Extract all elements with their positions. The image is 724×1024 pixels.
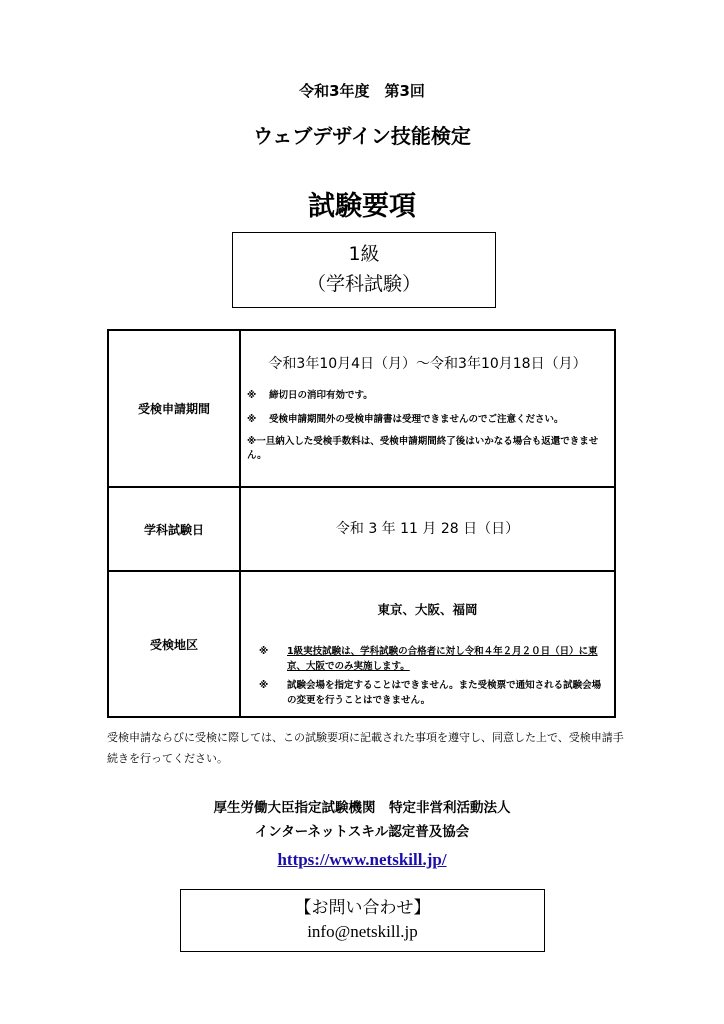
info-table: [107, 329, 616, 718]
application-note-1: [247, 389, 373, 403]
venue-note-2: [259, 678, 609, 708]
note-mark: ※: [259, 680, 269, 691]
venue-label: 受検地区: [109, 572, 241, 716]
contact-title: 【お問い合わせ】: [294, 898, 431, 917]
organization-name: インターネットスキル認定普及協会: [254, 824, 470, 840]
note-mark: ※: [259, 646, 269, 657]
exam-date-label: 学科試験日: [109, 488, 241, 570]
table-row-exam-date: [109, 488, 614, 572]
note-text: 1級実技試験は、学科試験の合格者に対し令和４年２月２０日（日）に東京、大阪でのみ実施します。: [287, 646, 598, 672]
exam-date-cell: [241, 488, 614, 570]
venue-note-1: [259, 644, 609, 674]
note-text: 締切日の消印有効です。: [269, 390, 373, 401]
application-note-2: [247, 413, 564, 427]
note-text: 受検申請期間外の受検申請書は受理できませんのでご注意ください。: [269, 414, 564, 425]
note-mark: ※: [247, 414, 257, 425]
application-period-label: 受検申請期間: [109, 331, 241, 486]
exam-name-title: ウェブデザイン技能検定: [253, 124, 471, 148]
note-text: 一旦納入した受検手数料は、受検申請期間終了後はいかなる場合も返還できません。: [247, 436, 599, 461]
contact-box: [180, 889, 545, 952]
application-period-cell: [241, 331, 614, 486]
exam-date-value: 令和 3 年 11 月 28 日（日）: [335, 521, 520, 537]
note-mark: ※: [247, 390, 257, 401]
note-mark: ※: [247, 436, 257, 447]
organization-line-1: 厚生労働大臣指定試験機関 特定非営利活動法人: [213, 800, 511, 816]
venue-cell: [241, 572, 614, 716]
grade-label: 1級: [348, 243, 380, 265]
application-period-value: 令和3年10月4日（月）～令和3年10月18日（月）: [268, 356, 587, 372]
grade-box: [232, 232, 496, 308]
table-row-application: [109, 331, 614, 488]
note-text: 試験会場を指定することはできません。また受検票で通知される試験会場の変更を行うことはできません。: [287, 680, 602, 706]
header-year-round: 令和3年度 第3回: [299, 82, 425, 100]
venue-cities: 東京、大阪、福岡: [377, 602, 478, 617]
table-row-venue: [109, 572, 614, 716]
exam-type-label: （学科試験）: [306, 273, 421, 295]
contact-email[interactable]: info@netskill.jp: [307, 922, 418, 941]
agreement-text: 受検申請ならびに受検に際しては、この試験要項に記載された事項を遵守し、同意した上で、受検申請手続きを行ってください。: [107, 731, 624, 765]
website-link-row: [0, 850, 724, 870]
document-title: 試験要項: [308, 191, 416, 222]
application-note-3: [247, 435, 607, 463]
website-link[interactable]: https://www.netskill.jp/: [277, 850, 447, 869]
